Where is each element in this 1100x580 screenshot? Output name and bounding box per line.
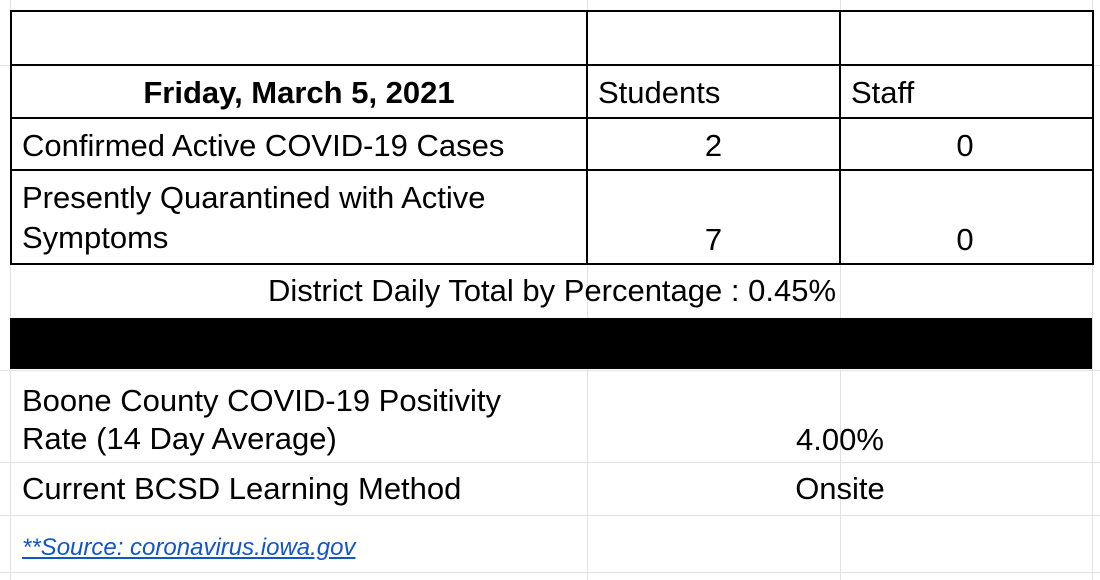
quarantined-label-line2: Symptoms	[22, 220, 169, 255]
quarantined-label	[22, 180, 586, 264]
gridline	[0, 370, 1100, 371]
gridline	[0, 515, 1100, 516]
quarantined-label-line1: Presently Quarantined with Active	[22, 180, 486, 215]
quarantined-staff: 0	[956, 222, 974, 257]
staff-header: Staff	[851, 75, 915, 110]
district-daily-total: District Daily Total by Percentage : 0.45%	[267, 273, 837, 308]
learning-method-value: Onsite	[795, 471, 885, 506]
students-header: Students	[598, 75, 721, 110]
black-separator-band	[10, 318, 1092, 369]
county-positivity-value: 4.00%	[796, 422, 884, 457]
county-positivity-label-line1: Boone County COVID-19 Positivity	[22, 383, 501, 418]
date-header: Friday, March 5, 2021	[143, 75, 455, 110]
confirmed-cases-students: 2	[704, 128, 723, 163]
confirmed-cases-staff: 0	[956, 128, 974, 163]
confirmed-cases-label: Confirmed Active COVID-19 Cases	[22, 128, 505, 163]
county-positivity-label	[22, 380, 586, 462]
source-link[interactable]: **Source: coronavirus.iowa.gov	[22, 534, 356, 561]
learning-method-label: Current BCSD Learning Method	[22, 471, 462, 506]
gridline	[0, 572, 1100, 573]
county-positivity-label-line2: Rate (14 Day Average)	[22, 421, 337, 456]
quarantined-students: 7	[704, 222, 723, 257]
